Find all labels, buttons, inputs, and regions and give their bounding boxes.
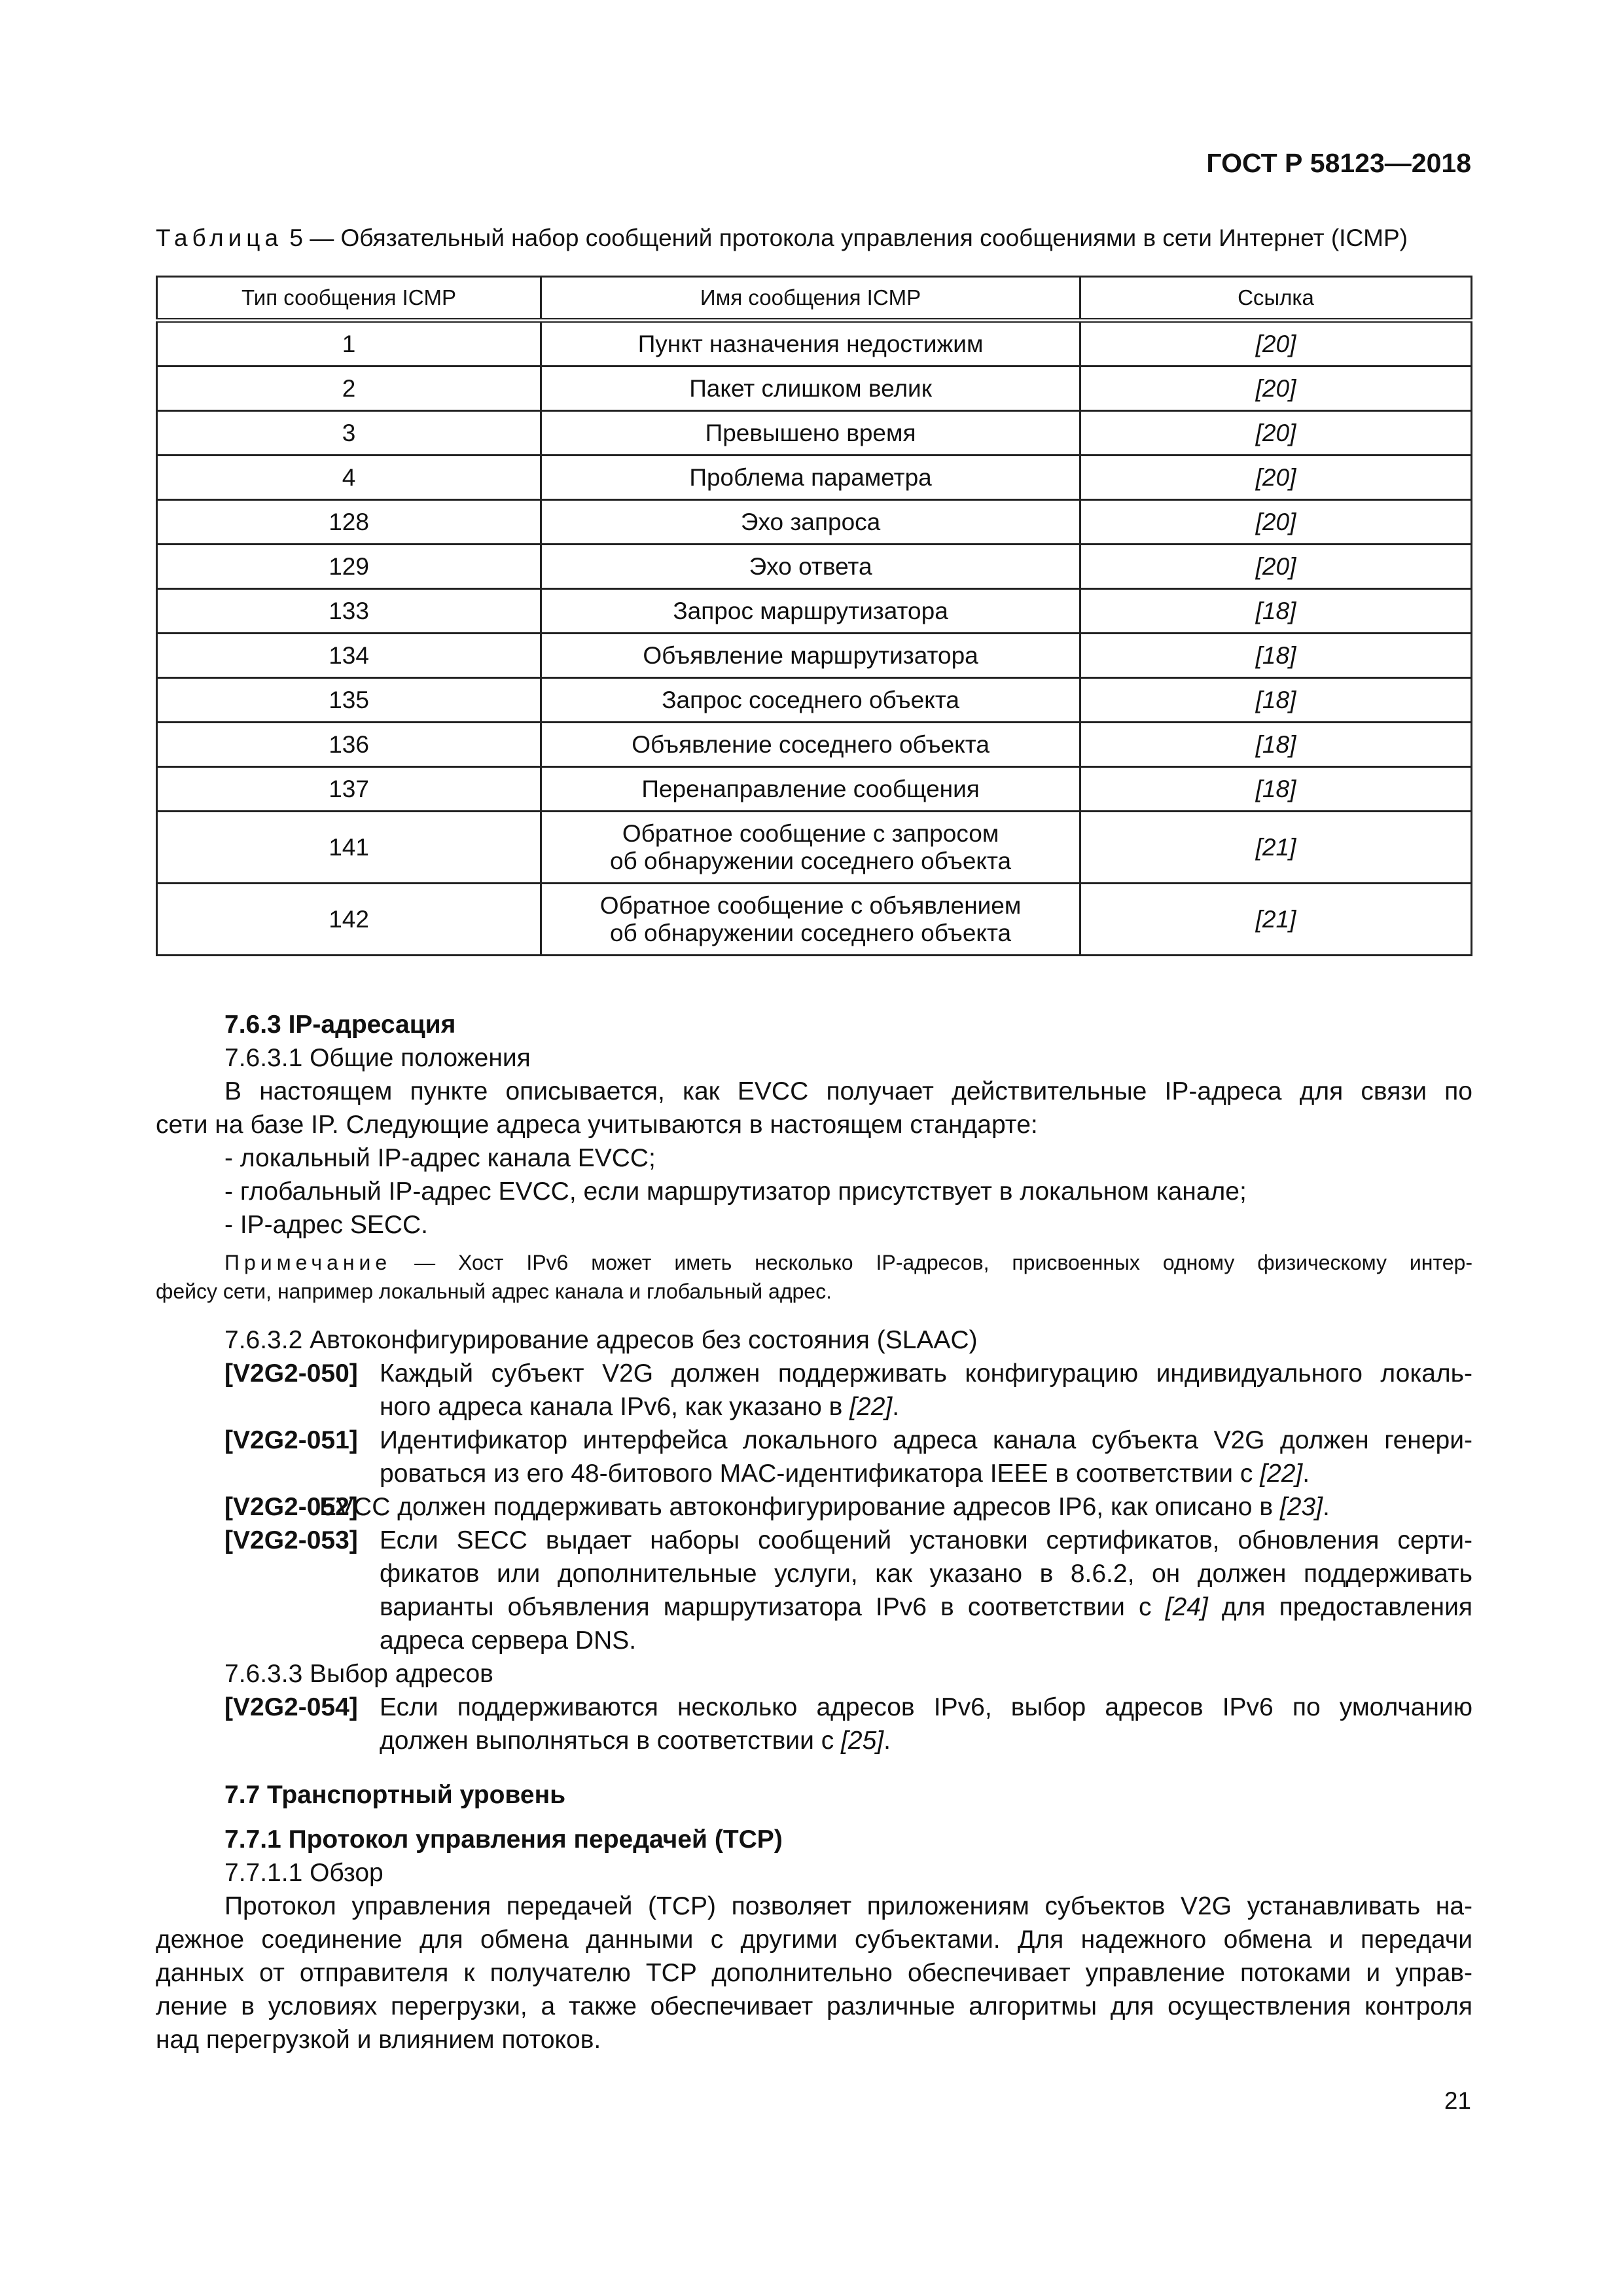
- cell-type: 134: [157, 634, 541, 678]
- cell-ref: [18]: [1080, 634, 1472, 678]
- requirement-text: должен выполняться в соответствии с: [380, 1727, 842, 1755]
- reference-link[interactable]: [24]: [1165, 1593, 1208, 1621]
- table-row: [157, 589, 1472, 634]
- list-item: - IP-адрес SECC.: [224, 1211, 429, 1239]
- section-7-7-1: [156, 1823, 1472, 2056]
- table-row: [157, 367, 1472, 411]
- cell-type: 4: [157, 456, 541, 500]
- cell-type: 3: [157, 411, 541, 456]
- cell-name-line: об обнаружении соседнего объекта: [609, 919, 1012, 946]
- cell-type: 137: [157, 767, 541, 812]
- reference-link[interactable]: [22]: [849, 1393, 893, 1421]
- note: [156, 1248, 1472, 1306]
- requirement-text: роваться из его 48-битового MAC-идентификатора IEEE в соответствии с: [380, 1460, 1260, 1488]
- table-row: [157, 767, 1472, 812]
- section-heading: 7.6.3 IP-адресация: [224, 1011, 456, 1039]
- page-number: 21: [1444, 2087, 1471, 2114]
- cell-name: Запрос маршрутизатора: [541, 589, 1080, 634]
- requirement-line: фикатов или дополнительные услуги, как указано в 8.6.2, он должен поддерживать: [380, 1560, 1472, 1588]
- cell-ref: [21]: [1080, 884, 1472, 956]
- paragraph-line: ление в условиях перегрузки, а также обеспечивает различные алгоритмы для осуществления контроля: [156, 1992, 1472, 2020]
- table-header-row: [157, 277, 1472, 321]
- reference-link[interactable]: [22]: [1260, 1460, 1303, 1488]
- requirement-line: [380, 1390, 1472, 1424]
- cell-name: [541, 884, 1080, 956]
- requirement-id: [V2G2-054]: [224, 1693, 358, 1721]
- requirement-line: [380, 1724, 1472, 1757]
- cell-ref: [18]: [1080, 723, 1472, 767]
- cell-ref: [18]: [1080, 767, 1472, 812]
- requirement-v2g2-050: [156, 1357, 1472, 1424]
- section-7-6-3-2: [156, 1323, 1472, 1757]
- table-row: [157, 723, 1472, 767]
- requirement-text: .: [1302, 1460, 1310, 1488]
- paragraph-line: дежное соединение для обмена данными с другими субъектами. Для надежного обмена и передачи: [156, 1926, 1472, 1954]
- reference-link[interactable]: [23]: [1279, 1493, 1323, 1521]
- section-heading: 7.7 Транспортный уровень: [224, 1781, 566, 1809]
- cell-name-line: Обратное сообщение с запросом: [622, 819, 999, 847]
- cell-name: [541, 812, 1080, 884]
- column-header-ref: Ссылка: [1080, 277, 1472, 321]
- requirement-text: варианты объявления маршрутизатора IPv6 в соответствии с: [380, 1593, 1166, 1621]
- cell-name: Проблема параметра: [541, 456, 1080, 500]
- requirement-id: [V2G2-052]: [224, 1493, 358, 1521]
- list-item: - глобальный IP-адрес EVCC, если маршрутизатор присутствует в локальном канале;: [224, 1177, 1247, 1206]
- cell-type: 133: [157, 589, 541, 634]
- table-row: [157, 545, 1472, 589]
- document-header: ГОСТ Р 58123—2018: [1206, 148, 1471, 178]
- paragraph-line: В настоящем пункте описывается, как EVCC получает действительные IP-адреса для связи по: [224, 1077, 1472, 1105]
- requirement-text: .: [883, 1727, 891, 1755]
- requirement-v2g2-054: [156, 1691, 1472, 1757]
- requirement-line: Если поддерживаются несколько адресов IPv6, выбор адресов IPv6 по умолчанию: [380, 1693, 1472, 1721]
- table-row: [157, 456, 1472, 500]
- list-item: - локальный IP-адрес канала EVCC;: [224, 1144, 656, 1172]
- cell-name: Превышено время: [541, 411, 1080, 456]
- cell-name: Эхо запроса: [541, 500, 1080, 545]
- cell-name: Перенаправление сообщения: [541, 767, 1080, 812]
- note-line: фейсу сети, например локальный адрес канала и глобальный адрес.: [156, 1280, 832, 1303]
- column-header-name: Имя сообщения ICMP: [541, 277, 1080, 321]
- cell-name: Пакет слишком велик: [541, 367, 1080, 411]
- cell-ref: [20]: [1080, 500, 1472, 545]
- cell-ref: [20]: [1080, 411, 1472, 456]
- requirement-text: для предоставления: [1207, 1593, 1472, 1621]
- cell-name-line: Обратное сообщение с объявлением: [599, 891, 1022, 919]
- requirement-id: [V2G2-053]: [224, 1526, 358, 1554]
- paragraph-line: сети на базе IP. Следующие адреса учитываются в настоящем стандарте:: [156, 1111, 1038, 1139]
- cell-name: Запрос соседнего объекта: [541, 678, 1080, 723]
- section-heading: 7.7.1 Протокол управления передачей (TCP): [224, 1825, 783, 1854]
- cell-name: Эхо ответа: [541, 545, 1080, 589]
- table-row: [157, 321, 1472, 367]
- requirement-text: ного адреса канала IPv6, как указано в: [380, 1393, 850, 1421]
- requirement-line: адреса сервера DNS.: [380, 1626, 637, 1655]
- subsection-heading: 7.7.1.1 Обзор: [224, 1859, 383, 1887]
- table-caption-label: Таблица: [156, 224, 283, 251]
- requirement-line: [380, 1457, 1472, 1490]
- cell-ref: [20]: [1080, 545, 1472, 589]
- requirement-text: EVCC должен поддерживать автоконфигурирование адресов IP6, как описано в: [319, 1493, 1280, 1521]
- paragraph-line: Протокол управления передачей (TCP) позволяет приложениям субъектов V2G устанавливать на-: [224, 1892, 1472, 1920]
- section-7-7: [156, 1778, 1472, 1812]
- subsection-heading: 7.6.3.1 Общие положения: [224, 1044, 531, 1072]
- cell-type: 1: [157, 321, 541, 367]
- cell-ref: [21]: [1080, 812, 1472, 884]
- requirement-line: [380, 1590, 1472, 1624]
- requirement-text: .: [892, 1393, 900, 1421]
- table-row: [157, 678, 1472, 723]
- requirement-line: Идентификатор интерфейса локального адреса канала субъекта V2G должен генери-: [380, 1426, 1472, 1454]
- cell-name: Объявление соседнего объекта: [541, 723, 1080, 767]
- table-caption: [156, 224, 1474, 252]
- requirement-v2g2-051: [156, 1424, 1472, 1490]
- table-row: [157, 411, 1472, 456]
- cell-type: 135: [157, 678, 541, 723]
- requirement-v2g2-053: [156, 1524, 1472, 1657]
- cell-type: 142: [157, 884, 541, 956]
- requirement-line: [319, 1490, 1472, 1524]
- cell-name: Объявление маршрутизатора: [541, 634, 1080, 678]
- table-row: [157, 884, 1472, 956]
- table-row: [157, 634, 1472, 678]
- cell-type: 136: [157, 723, 541, 767]
- note-line: [156, 1248, 1472, 1277]
- cell-name-line: об обнаружении соседнего объекта: [609, 847, 1012, 874]
- subsection-heading: 7.6.3.2 Автоконфигурирование адресов без состояния (SLAAC): [224, 1326, 978, 1354]
- cell-name: Пункт назначения недостижим: [541, 321, 1080, 367]
- requirement-line: Каждый субъект V2G должен поддерживать конфигурацию индивидуального локаль-: [380, 1359, 1472, 1388]
- icmp-table: [156, 276, 1472, 956]
- cell-ref: [20]: [1080, 456, 1472, 500]
- note-label: Примечание: [224, 1251, 392, 1274]
- table-caption-text: 5 — Обязательный набор сообщений протокола управления сообщениями в сети Интернет (ICMP): [289, 224, 1408, 251]
- requirement-id: [V2G2-050]: [224, 1359, 358, 1388]
- requirement-line: Если SECC выдает наборы сообщений установки сертификатов, обновления серти-: [380, 1526, 1472, 1554]
- cell-type: 128: [157, 500, 541, 545]
- requirement-text: .: [1322, 1493, 1330, 1521]
- reference-link[interactable]: [25]: [841, 1727, 884, 1755]
- cell-type: 129: [157, 545, 541, 589]
- cell-type: 2: [157, 367, 541, 411]
- paragraph-line: данных от отправителя к получателю TCP дополнительно обеспечивает управление потоками и управ-: [156, 1959, 1472, 1987]
- cell-ref: [18]: [1080, 678, 1472, 723]
- cell-ref: [18]: [1080, 589, 1472, 634]
- section-7-6-3: [156, 1008, 1472, 1242]
- note-text: — Хост IPv6 может иметь несколько IP-адресов, присвоенных одному физическому интер-: [414, 1251, 1473, 1274]
- requirement-id: [V2G2-051]: [224, 1426, 358, 1454]
- cell-ref: [20]: [1080, 367, 1472, 411]
- table-row: [157, 812, 1472, 884]
- cell-type: 141: [157, 812, 541, 884]
- requirement-v2g2-052: [156, 1490, 1472, 1524]
- column-header-type: Тип сообщения ICMP: [157, 277, 541, 321]
- subsection-heading: 7.6.3.3 Выбор адресов: [224, 1660, 493, 1688]
- table-row: [157, 500, 1472, 545]
- paragraph-line: над перегрузкой и влиянием потоков.: [156, 2026, 601, 2054]
- cell-ref: [20]: [1080, 321, 1472, 367]
